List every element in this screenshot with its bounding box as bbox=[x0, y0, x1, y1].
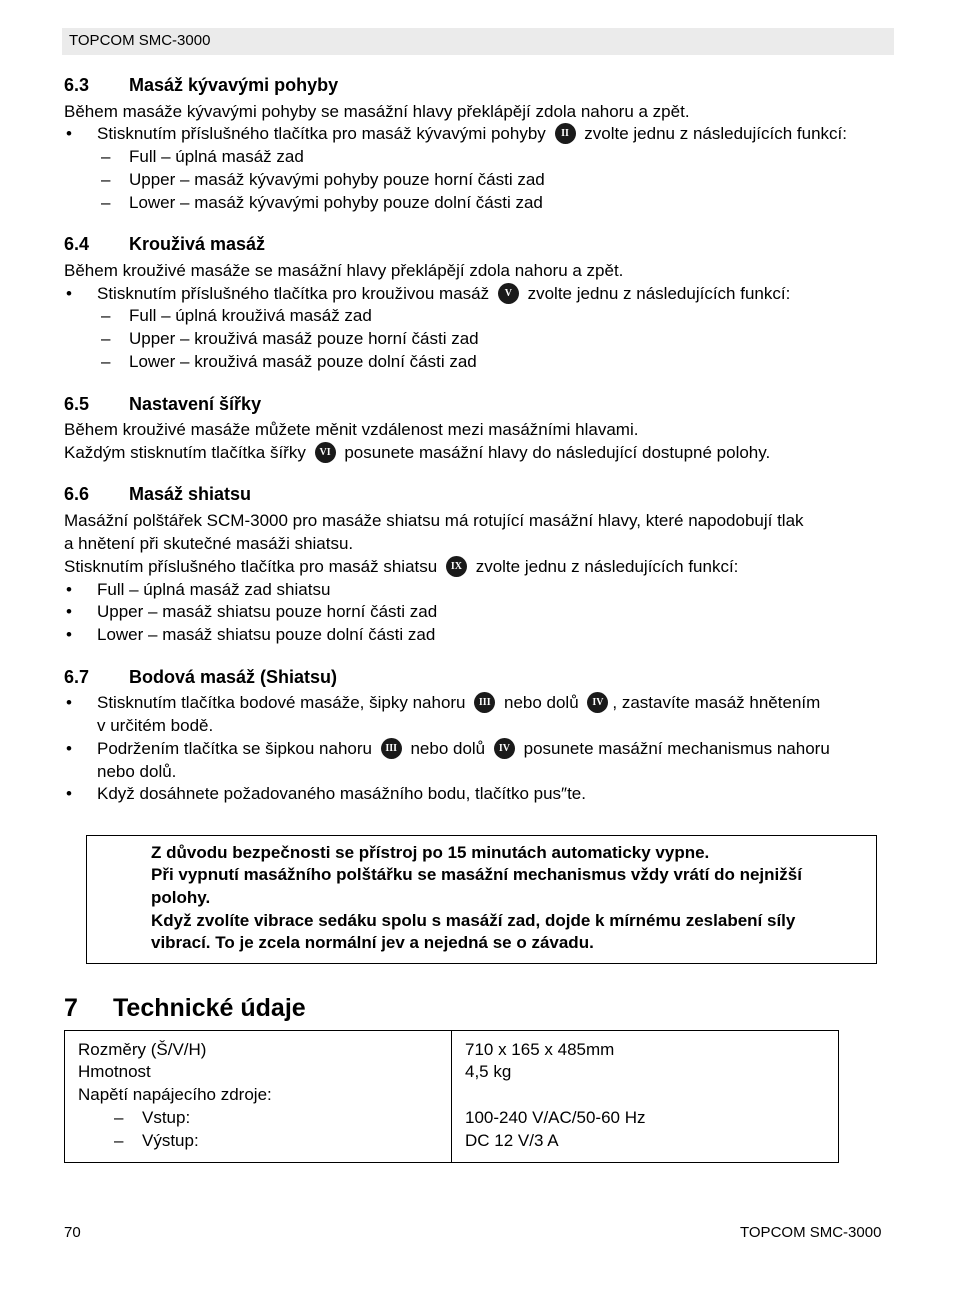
spec-label: Rozměry (Š/V/H) bbox=[78, 1040, 207, 1059]
section-title: Bodová masáž (Shiatsu) bbox=[129, 667, 338, 687]
notice-line: Když zvolíte vibrace sedáku spolu s masáží zad, dojde k mírnému zeslabení síly bbox=[151, 911, 796, 930]
list-item: Upper – krouživá masáž pouze horní části zad bbox=[129, 329, 479, 348]
bullet-continuation: nebo dolů. bbox=[97, 762, 177, 781]
paragraph: Během masáže kývavými pohyby se masážní hlavy překlápějí zdola nahoru a zpět. bbox=[64, 102, 690, 121]
notice-line: Při vypnutí masážního polštářku se masážní mechanismus vždy vrátí do nejnižší bbox=[151, 865, 802, 884]
bullet-dot: • bbox=[66, 580, 72, 599]
bullet-dot: • bbox=[66, 625, 72, 644]
spec-value: DC 12 V/3 A bbox=[465, 1131, 559, 1150]
list-item: Lower – masáž kývavými pohyby pouze dolní části zad bbox=[129, 193, 543, 212]
spec-label: Napětí napájecího zdroje: bbox=[78, 1085, 272, 1104]
section-6-5-heading bbox=[64, 394, 664, 416]
list-item: Upper – masáž shiatsu pouze horní části zad bbox=[97, 602, 438, 621]
button-ix-icon: IX bbox=[446, 556, 467, 577]
bullet-dot: • bbox=[66, 739, 72, 758]
section-7-heading bbox=[64, 994, 664, 1024]
spec-label: Výstup: bbox=[142, 1131, 199, 1150]
section-6-4-heading bbox=[64, 234, 664, 256]
section-title: Nastavení šířky bbox=[129, 394, 262, 414]
list-item: Full – úplná masáž zad bbox=[129, 147, 304, 166]
button-v-icon: V bbox=[498, 283, 519, 304]
list-item: Full – úplná krouživá masáž zad bbox=[129, 306, 372, 325]
bullet-dot: • bbox=[66, 602, 72, 621]
bullet-item: Stisknutím příslušného tlačítka pro masáž kývavými pohyby II zvolte jednu z následujících funkcí: bbox=[97, 124, 847, 143]
page-number: 70 bbox=[64, 1224, 81, 1241]
paragraph: Každým stisknutím tlačítka šířky VI posunete masážní hlavy do následující dostupné polohy. bbox=[64, 443, 771, 462]
section-title: Krouživá masáž bbox=[129, 234, 266, 254]
paragraph: Během krouživé masáže se masážní hlavy překlápějí zdola nahoru a zpět. bbox=[64, 261, 624, 280]
bullet-dot: • bbox=[66, 784, 72, 803]
section-6-6-heading bbox=[64, 484, 664, 506]
bullet-dot: • bbox=[66, 693, 72, 712]
section-6-3-heading bbox=[64, 75, 664, 97]
section-number: 6.6 bbox=[64, 484, 90, 504]
list-item: Full – úplná masáž zad shiatsu bbox=[97, 580, 331, 599]
section-title: Masáž shiatsu bbox=[129, 484, 252, 504]
section-number: 6.7 bbox=[64, 667, 90, 687]
bullet-item: Stisknutím příslušného tlačítka pro krouživou masáž V zvolte jednu z následujících funkcí: bbox=[97, 284, 791, 303]
button-iv-icon: IV bbox=[587, 692, 608, 713]
bullet-dot: • bbox=[66, 284, 72, 303]
notice-line: Z důvodu bezpečnosti se přístroj po 15 minutách automaticky vypne. bbox=[151, 843, 710, 862]
list-item: Lower – masáž shiatsu pouze dolní části zad bbox=[97, 625, 436, 644]
spec-value: 4,5 kg bbox=[465, 1062, 512, 1081]
list-item: Když dosáhnete požadovaného masážního bodu, tlačítko pus″te. bbox=[97, 784, 586, 803]
bullet-item: Stisknutím tlačítka bodové masáže, šipky nahoru III nebo dolů IV , zastavíte masáž hnětením bbox=[97, 693, 821, 712]
button-ii-icon: II bbox=[555, 123, 576, 144]
button-vi-icon: VI bbox=[315, 442, 336, 463]
spec-value: 100-240 V/AC/50-60 Hz bbox=[465, 1108, 646, 1127]
list-item: Upper – masáž kývavými pohyby pouze horní části zad bbox=[129, 170, 545, 189]
spec-label: Hmotnost bbox=[78, 1062, 151, 1081]
paragraph: Během krouživé masáže můžete měnit vzdálenost mezi masážními hlavami. bbox=[64, 420, 639, 439]
button-iii-icon: III bbox=[381, 738, 402, 759]
list-item: Lower – krouživá masáž pouze dolní části zad bbox=[129, 352, 477, 371]
section-title: Technické údaje bbox=[113, 994, 306, 1022]
footer-brand: TOPCOM SMC-3000 bbox=[740, 1224, 882, 1241]
header-title: TOPCOM SMC-3000 bbox=[69, 32, 211, 49]
notice-line: polohy. bbox=[151, 888, 211, 907]
section-number: 6.3 bbox=[64, 75, 90, 95]
section-number: 6.5 bbox=[64, 394, 90, 414]
bullet-item: Podržením tlačítka se šipkou nahoru III nebo dolů IV posunete masážní mechanismus nahoru bbox=[97, 739, 830, 758]
section-6-7-heading bbox=[64, 667, 664, 689]
bullet-continuation: v určitém bodě. bbox=[97, 716, 214, 735]
table-divider bbox=[451, 1030, 452, 1163]
notice-line: vibrací. To je zcela normální jev a nejedná se o závadu. bbox=[151, 933, 594, 952]
paragraph: Masážní polštářek SCM-3000 pro masáže shiatsu má rotující masážní hlavy, které napodobují tlak bbox=[64, 511, 804, 530]
button-iii-icon: III bbox=[474, 692, 495, 713]
paragraph: a hnětení při skutečné masáži shiatsu. bbox=[64, 534, 354, 553]
section-number: 6.4 bbox=[64, 234, 90, 254]
bullet-dot: • bbox=[66, 124, 72, 143]
paragraph: Stisknutím příslušného tlačítka pro masáž shiatsu IX zvolte jednu z následujících funkcí: bbox=[64, 557, 739, 576]
section-number: 7 bbox=[64, 994, 78, 1022]
spec-label: Vstup: bbox=[142, 1108, 191, 1127]
section-title: Masáž kývavými pohyby bbox=[129, 75, 339, 95]
spec-value: 710 x 165 x 485mm bbox=[465, 1040, 615, 1059]
button-iv-icon: IV bbox=[494, 738, 515, 759]
